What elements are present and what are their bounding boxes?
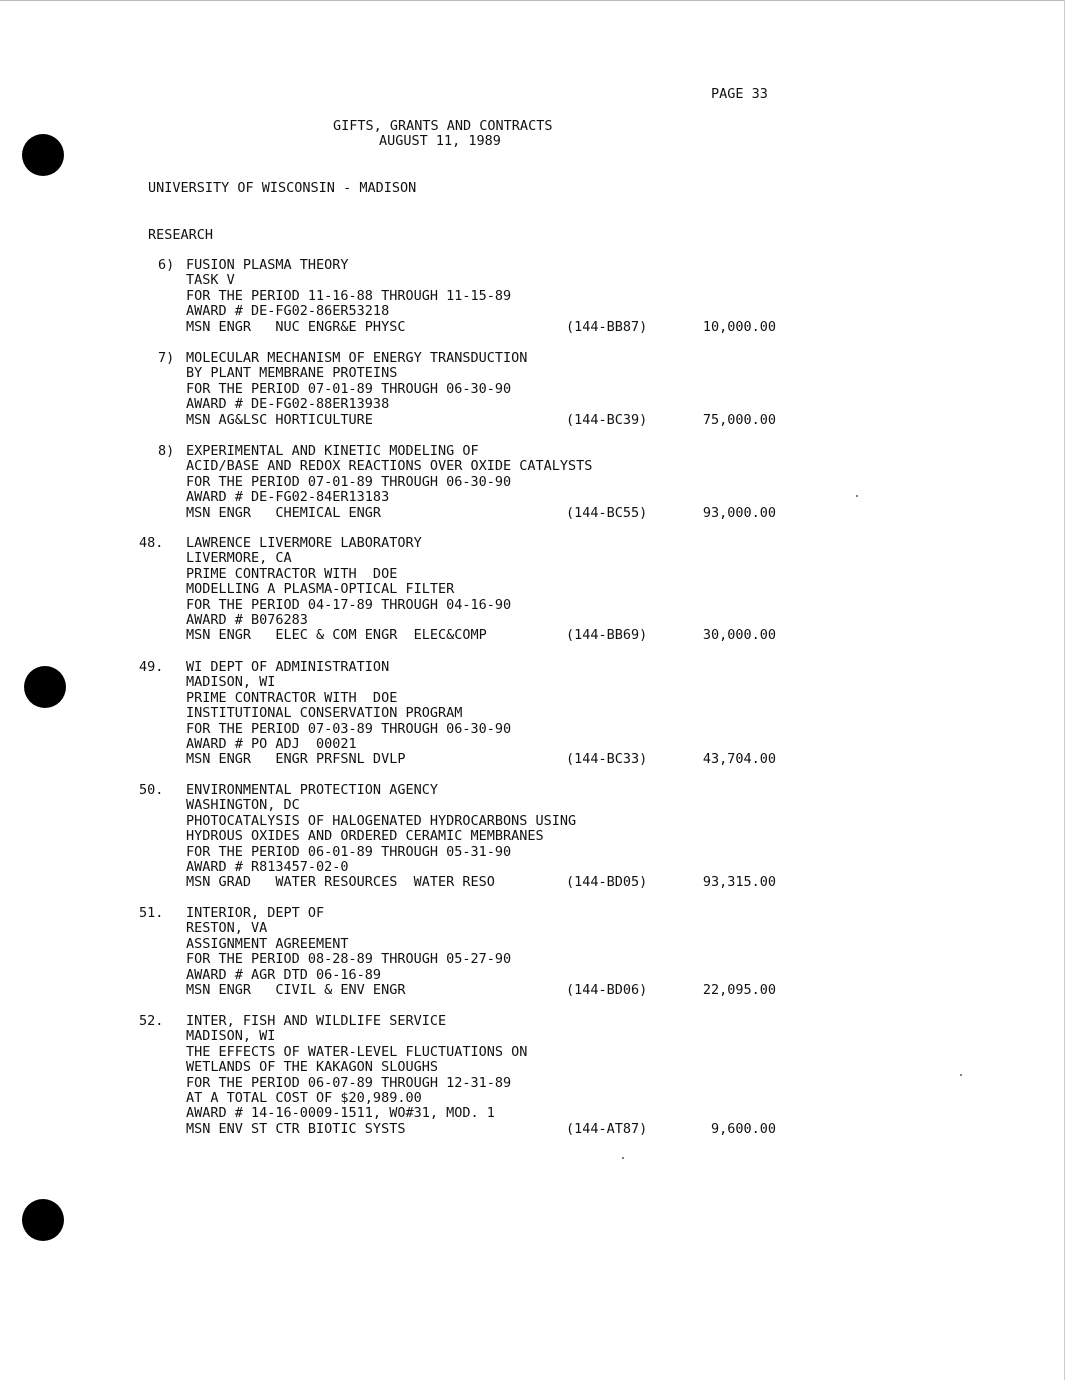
page-top-edge (0, 0, 1065, 1)
scan-speck (856, 495, 858, 497)
entry-line: MSN AG&LSC HORTICULTURE (186, 411, 373, 428)
entry-line: INTER, FISH AND WILDLIFE SERVICE (186, 1013, 447, 1029)
entry-line: FOR THE PERIOD 08-28-89 THROUGH 05-27-90 (186, 951, 512, 968)
entry-description (186, 906, 511, 998)
punch-hole-bottom (22, 1199, 64, 1241)
entry-line: MSN ENGR CIVIL & ENV ENGR (186, 981, 406, 998)
entry-line: MODELLING A PLASMA-OPTICAL FILTER (186, 581, 455, 598)
entry-line: HYDROUS OXIDES AND ORDERED CERAMIC MEMBRANES (186, 828, 544, 845)
entry-line: AWARD # AGR DTD 06-16-89 (186, 966, 382, 983)
entry-line: WI DEPT OF ADMINISTRATION (186, 659, 390, 675)
account-code: (144-BD06) (566, 982, 648, 998)
punch-hole-top (22, 134, 64, 176)
account-code: (144-BC33) (566, 751, 648, 768)
entry-line: MOLECULAR MECHANISM OF ENERGY TRANSDUCTION (186, 350, 528, 366)
entry-line: ASSIGNMENT AGREEMENT (186, 935, 349, 952)
entry-line: FOR THE PERIOD 07-03-89 THROUGH 06-30-90 (186, 720, 512, 737)
account-code: (144-BC39) (566, 411, 648, 428)
entry-number: 48. (139, 535, 164, 551)
entry-number: 8) (158, 443, 175, 459)
award-amount: 9,600.00 (710, 1120, 776, 1137)
entry-number: 52. (139, 1013, 164, 1029)
institution-name: UNIVERSITY OF WISCONSIN - MADISON (148, 180, 417, 196)
scan-speck (960, 1074, 962, 1076)
entry-line: MADISON, WI (186, 674, 276, 691)
account-code: (144-BB87) (566, 318, 648, 335)
account-code: (144-BC55) (566, 504, 648, 521)
award-amount: 22,095.00 (702, 982, 776, 998)
entry-line: MSN ENGR ELEC & COM ENGR ELEC&COMP (186, 627, 487, 644)
account-code: (144-AT87) (566, 1120, 648, 1137)
entry-line: MSN ENGR CHEMICAL ENGR (186, 504, 382, 521)
entry-line: FOR THE PERIOD 06-07-89 THROUGH 12-31-89 (186, 1074, 512, 1091)
entry-number: 51. (139, 905, 164, 921)
entry-line: FOR THE PERIOD 07-01-89 THROUGH 06-30-90 (186, 473, 512, 490)
entry-line: MSN ENGR NUC ENGR&E PHYSC (186, 318, 406, 335)
entry-line: THE EFFECTS OF WATER-LEVEL FLUCTUATIONS ON (186, 1043, 528, 1060)
award-amount: 93,000.00 (702, 504, 776, 521)
section-heading: RESEARCH (148, 227, 214, 243)
punch-hole-middle (24, 666, 66, 708)
entry-line: AWARD # 14-16-0009-1511, WO#31, MOD. 1 (186, 1105, 495, 1122)
entry-line: BY PLANT MEMBRANE PROTEINS (186, 365, 398, 382)
entry-line: TASK V (186, 272, 235, 289)
entry-line: FOR THE PERIOD 04-17-89 THROUGH 04-16-90 (186, 596, 512, 613)
entry-line: FOR THE PERIOD 11-16-88 THROUGH 11-15-89 (186, 287, 512, 304)
entry-line: PRIME CONTRACTOR WITH DOE (186, 689, 398, 706)
account-code: (144-BD05) (566, 874, 648, 891)
entry-line: MSN ENGR ENGR PRFSNL DVLP (186, 751, 406, 768)
entry-line: FOR THE PERIOD 07-01-89 THROUGH 06-30-90 (186, 380, 512, 397)
entry-description (186, 660, 511, 768)
document-date: AUGUST 11, 1989 (379, 133, 501, 149)
entry-line: AWARD # R813457-02-0 (186, 858, 349, 875)
entry-description (186, 783, 576, 891)
entry-line: PRIME CONTRACTOR WITH DOE (186, 565, 398, 582)
entry-line: PHOTOCATALYSIS OF HALOGENATED HYDROCARBONS USING (186, 812, 577, 829)
entry-line: ACID/BASE AND REDOX REACTIONS OVER OXIDE CATALYSTS (186, 458, 593, 475)
scan-speck (622, 1157, 624, 1159)
award-amount: 30,000.00 (702, 627, 776, 644)
entry-line: AT A TOTAL COST OF $20,989.00 (186, 1089, 422, 1106)
page-number: PAGE 33 (711, 86, 768, 102)
entry-line: AWARD # DE-FG02-88ER13938 (186, 396, 390, 413)
entry-line: WETLANDS OF THE KAKAGON SLOUGHS (186, 1059, 438, 1076)
award-amount: 43,704.00 (702, 751, 776, 768)
entry-line: AWARD # DE-FG02-86ER53218 (186, 303, 390, 320)
entry-number: 6) (158, 257, 175, 273)
entry-description (186, 258, 511, 335)
entry-number: 7) (158, 350, 175, 366)
award-amount: 75,000.00 (702, 411, 776, 428)
entry-line: RESTON, VA (186, 920, 268, 937)
entry-line: AWARD # DE-FG02-84ER13183 (186, 489, 390, 506)
entry-description (186, 351, 527, 428)
entry-line: ENVIRONMENTAL PROTECTION AGENCY (186, 782, 438, 798)
entry-number: 50. (139, 782, 164, 798)
entry-description (186, 444, 592, 521)
entry-description (186, 536, 511, 644)
award-amount: 10,000.00 (702, 318, 776, 335)
entry-line: MADISON, WI (186, 1028, 276, 1045)
entry-line: INTERIOR, DEPT OF (186, 905, 325, 921)
entry-line: EXPERIMENTAL AND KINETIC MODELING OF (186, 443, 479, 459)
entry-description (186, 1014, 527, 1137)
entry-line: LIVERMORE, CA (186, 550, 292, 567)
award-amount: 93,315.00 (702, 874, 776, 891)
entry-line: FUSION PLASMA THEORY (186, 257, 349, 273)
account-code: (144-BB69) (566, 627, 648, 644)
entry-line: FOR THE PERIOD 06-01-89 THROUGH 05-31-90 (186, 843, 512, 860)
entry-line: INSTITUTIONAL CONSERVATION PROGRAM (186, 705, 463, 722)
entry-line: AWARD # B076283 (186, 611, 308, 628)
entry-line: LAWRENCE LIVERMORE LABORATORY (186, 535, 422, 551)
entry-line: MSN GRAD WATER RESOURCES WATER RESO (186, 874, 495, 891)
entry-line: MSN ENV ST CTR BIOTIC SYSTS (186, 1120, 406, 1137)
document-title: GIFTS, GRANTS AND CONTRACTS (333, 118, 553, 134)
entry-number: 49. (139, 659, 164, 675)
entry-line: AWARD # PO ADJ 00021 (186, 735, 357, 752)
entry-line: WASHINGTON, DC (186, 797, 300, 814)
